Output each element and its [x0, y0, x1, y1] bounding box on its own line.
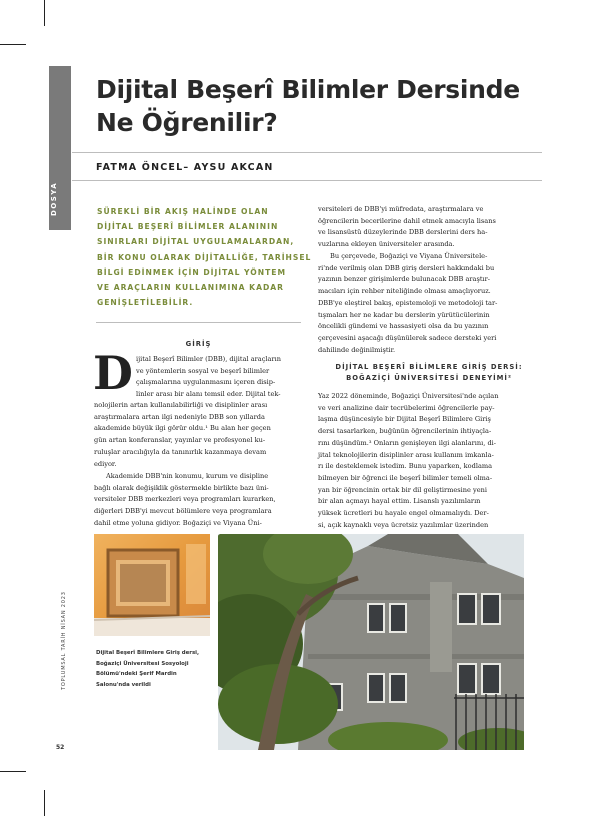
- building-photo-image: [218, 534, 524, 750]
- lead-line: GENİŞLETİLEBİLİR.: [97, 298, 194, 308]
- divider: [72, 180, 542, 181]
- divider: [96, 322, 301, 323]
- text-line: ijital Beşerî Bilimler (DBB), dijital araçların: [136, 355, 281, 363]
- text-line: laşma düşüncesiyle bir Dijital Beşerî Bilimlere Giriş: [318, 415, 491, 424]
- text-line: bağlı olarak değişiklik göstermekle birlikte bazı üni-: [94, 483, 269, 492]
- text-line: yazının benzer girişimlerde bulunacak DBB araştır-: [318, 275, 490, 284]
- journal-footer: TOPLUMSAL TARİH NİSAN 2023: [61, 591, 67, 690]
- text-line: dahil etme yoluna gidiyor. Boğaziçi ve Viyana Üni-: [94, 518, 262, 527]
- lead-line: BİR KONU OLARAK DİJİTALLİĞE, TARİHSEL: [97, 252, 312, 262]
- crop-mark: [0, 771, 26, 772]
- text-line: gün artan konferanslar, yayınlar ve profesyonel ku-: [94, 436, 266, 445]
- classroom-photo-image: [94, 534, 210, 636]
- body-paragraph: [94, 400, 271, 470]
- text-line: ruluşlar aracılığıyla da tanınırlık kazanmaya devam: [94, 447, 267, 456]
- body-paragraph: [318, 204, 496, 251]
- text-line: linler arası bir alanı temsil eder. Dijital tek-: [136, 390, 281, 399]
- text-line: versiteleri de DBB'yi müfredata, araştırmalara ve: [318, 205, 484, 213]
- divider: [72, 152, 542, 153]
- text-line: ve veri analizine dair tecrübelerimi öğrencilerle pay-: [318, 403, 495, 412]
- text-line: bilmeyen bir öğrenci ile beşerî bilimler temeli olma-: [318, 473, 493, 482]
- caption-line: Salonu'nda verildi: [96, 681, 151, 688]
- crop-mark: [44, 0, 45, 26]
- text-line: çerçevesini aşacağı düşünülerek sadece dersteki yeri: [318, 333, 497, 342]
- drop-cap: D: [93, 346, 133, 400]
- lead-line: VE ARAÇLARIN KULLANIMINA KADAR: [97, 283, 284, 293]
- building-photo: [218, 534, 524, 750]
- text-line: araştırmalara artan ilgi nedeniyle DBB son yıllarda: [94, 412, 265, 421]
- lead-text: [97, 204, 312, 310]
- page-title: [96, 73, 536, 139]
- authors: FATMA ÖNCEL– AYSU AKCAN: [96, 162, 274, 173]
- text-line: yüksek ücretleri bu hayale engel olmamalıydı. Der-: [318, 509, 489, 518]
- text-line: Bu çerçevede, Boğaziçi ve Viyana Üniversitele-: [330, 252, 488, 260]
- text-line: Akademide DBB'nin konumu, kurum ve disipline: [106, 472, 269, 480]
- page-number: 52: [56, 744, 65, 751]
- text-line: nolojilerin artan kullanılabilirliği ve disiplinler arası: [94, 401, 268, 409]
- title-line: Ne Öğrenilir?: [96, 108, 278, 137]
- caption-line: Boğaziçi Üniversitesi Sosyoloji: [96, 660, 189, 667]
- text-line: vuzlarına ekleyen üniversiteler arasında.: [318, 240, 455, 249]
- text-line: diğerleri DBB'yi mevcut bölümlere veya programlara: [94, 507, 272, 516]
- text-line: öncelikli gündemi ve hassasiyeti olsa da bu yazının: [318, 322, 489, 331]
- body-paragraph: [318, 391, 498, 531]
- body-paragraph: [94, 471, 276, 530]
- text-line: öğrencilerin becerilerine dahil etmek amacıyla lisans: [318, 216, 496, 225]
- text-line: akademide büyük ilgi görür oldu.¹ Bu alan her geçen: [94, 424, 271, 433]
- intro-paragraph: [136, 354, 281, 401]
- lead-line: SINIRLARI DİJİTAL UYGULAMALARDAN,: [97, 237, 295, 247]
- section-heading-course: [318, 362, 540, 384]
- text-line: Yaz 2022 döneminde, Boğaziçi Üniversitesi'nde açılan: [318, 392, 499, 400]
- lead-line: BİLGİ EDİNMEK İÇİN DİJİTAL YÖNTEM: [97, 267, 287, 277]
- caption-line: Bölümü'ndeki Şerif Mardin: [96, 671, 177, 678]
- crop-mark: [44, 790, 45, 816]
- text-line: si, açık kaynaklı veya ücretsiz yazılımlar üzerinden: [318, 520, 489, 529]
- text-line: DBB'ye eleştirel bakış, epistemoloji ve metodoloji tar-: [318, 298, 498, 307]
- title-line: Dijital Beşerî Bilimler Dersinde: [96, 75, 520, 104]
- text-line: rını düşündüm.³ Onların genişleyen ilgi alanlarını, di-: [318, 438, 497, 447]
- text-line: dahilinde değinilmiştir.: [318, 345, 396, 354]
- text-line: tışmaları her ne kadar bu derslerin yürütücülerinin: [318, 310, 490, 319]
- text-line: çalışmalarına uygulanmasını içeren disip-: [136, 378, 276, 387]
- text-line: versiteler DBB merkezleri veya programları kurarken,: [94, 495, 276, 504]
- body-paragraph: [318, 251, 497, 356]
- text-line: ve yöntemlerin sosyal ve beşerî bilimler: [136, 366, 270, 375]
- classroom-photo: [94, 534, 210, 636]
- heading-line: DİJİTAL BEŞERÎ BİLİMLERE GİRİŞ DERSİ:: [335, 363, 523, 371]
- section-label: DOSYA: [50, 181, 58, 216]
- text-line: jital teknolojilerin disiplinler arası kullanım imkanla-: [318, 450, 494, 459]
- text-line: rı ile desteklemek istedim. Bunu yaparken, kodlama: [318, 462, 493, 471]
- lead-line: DİJİTAL BEŞERÎ BİLİMLER ALANININ: [97, 222, 279, 232]
- text-line: bir alan açmayı hayal ettim. Lisanslı yazılımların: [318, 497, 481, 506]
- photo-caption: [96, 648, 214, 690]
- text-line: yan bir öğrencinin ortak bir dil geliştirmesine yeni: [318, 485, 487, 494]
- crop-mark: [0, 44, 26, 45]
- heading-line: BOĞAZİÇİ ÜNİVERSİTESİ DENEYİMİ²: [346, 374, 512, 382]
- text-line: dersi tasarlarken, buğünün öğrencilerinin ihtiyaçla-: [318, 427, 492, 436]
- lead-line: SÜREKLİ BİR AKIŞ HALİNDE OLAN: [97, 207, 269, 216]
- text-line: ve lisansüstü düzeylerinde DBB derslerini ders ha-: [318, 228, 488, 237]
- text-line: ediyor.: [94, 459, 117, 468]
- caption-line: Dijital Beşerî Bilimlere Giriş dersi,: [96, 650, 200, 656]
- text-line: macıları için rehber niteliğinde olması amaçlıyoruz.: [318, 287, 491, 296]
- section-heading-giris: GİRİŞ: [185, 340, 212, 348]
- text-line: ri'nde verilmiş olan DBB giriş dersleri hakkındaki bu: [318, 263, 495, 272]
